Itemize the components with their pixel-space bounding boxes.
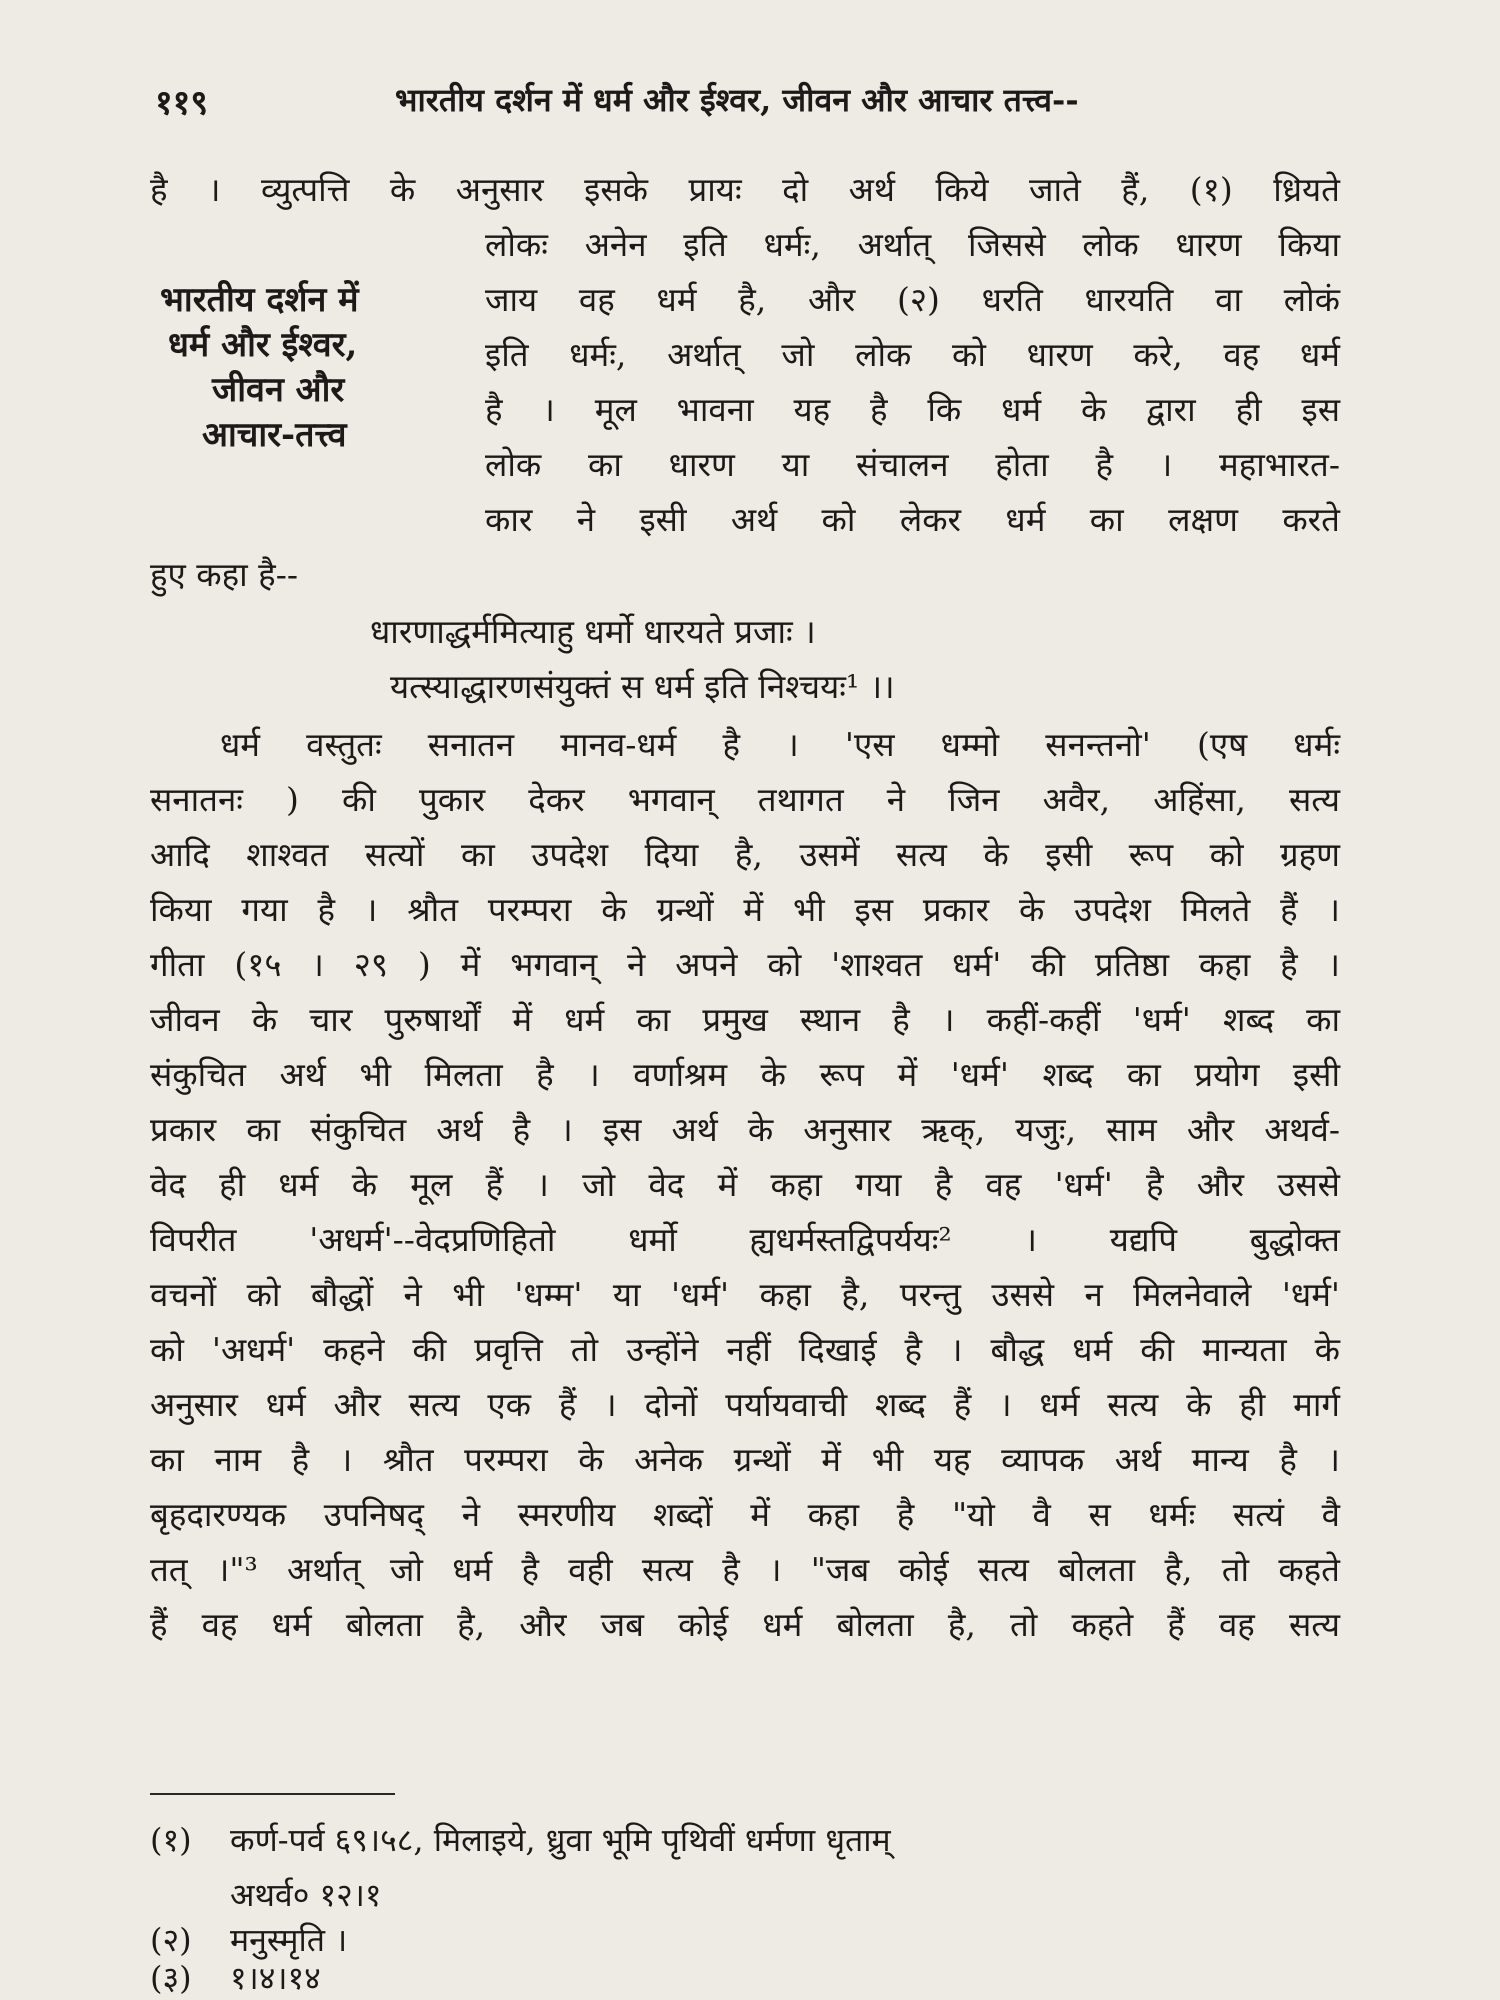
margin-note-line: भारतीय दर्शन में (160, 280, 359, 320)
text-line: हैं वह धर्म बोलता है, और जब कोई धर्म बोलता है, तो कहते हैं वह सत्य (150, 1605, 1340, 1644)
footnote-text: मनुस्मृति । (230, 1921, 348, 1959)
margin-note-line: आचार-तत्त्व (202, 415, 347, 455)
text-line: किया गया है । श्रौत परम्परा के ग्रन्थों में भी इस प्रकार के उपदेश मिलते हैं । (150, 890, 1340, 929)
text-line: आदि शाश्वत सत्यों का उपदेश दिया है, उसमें सत्य के इसी रूप को ग्रहण (150, 835, 1340, 874)
text-line: का नाम है । श्रौत परम्परा के अनेक ग्रन्थों में भी यह व्यापक अर्थ मान्य है । (150, 1440, 1340, 1479)
text-line: कार ने इसी अर्थ को लेकर धर्म का लक्षण करते (485, 500, 1340, 539)
footnote-number: (३) (150, 1959, 192, 1997)
page-header (155, 78, 1365, 138)
running-title: भारतीय दर्शन में धर्म और ईश्वर, जीवन और आचार तत्त्व-- (395, 81, 1079, 119)
page-number: ११९ (155, 83, 209, 123)
footnote-1 (150, 1818, 891, 1862)
footnote-number: (१) (150, 1821, 192, 1859)
text-line: बृहदारण्यक उपनिषद् ने स्मरणीय शब्दों में कहा है "यो वै स धर्मः सत्यं वै (150, 1495, 1340, 1534)
text-line: लोकः अनेन इति धर्मः, अर्थात् जिससे लोक धारण किया (485, 225, 1340, 264)
text-line: अनुसार धर्म और सत्य एक हैं । दोनों पर्यायवाची शब्द हैं । धर्म सत्य के ही मार्ग (150, 1385, 1340, 1424)
text-line: जीवन के चार पुरुषार्थों में धर्म का प्रमुख स्थान है । कहीं-कहीं 'धर्म' शब्द का (150, 1000, 1340, 1039)
text-line: वेद ही धर्म के मूल हैं । जो वेद में कहा गया है वह 'धर्म' है और उससे (150, 1165, 1340, 1204)
text-line: विपरीत 'अधर्म'--वेदप्रणिहितो धर्मो ह्यधर्मस्तद्विपर्ययः² । यद्यपि बुद्धोक्त (150, 1220, 1340, 1259)
footnote-text: कर्ण-पर्व ६९।५८, मिलाइये, ध्रुवा भूमि पृथिवीं धर्मणा धृताम् (230, 1821, 891, 1859)
text-line: धर्म वस्तुतः सनातन मानव-धर्म है । 'एस धम्मो सनन्तनो' (एष धर्मः (220, 725, 1340, 764)
margin-note-line: जीवन और (212, 370, 345, 410)
verse-line: यत्स्याद्धारणसंयुक्तं स धर्म इति निश्चयः¹ ।। (390, 667, 895, 706)
text-line: तत् ।"³ अर्थात् जो धर्म है वही सत्य है । "जब कोई सत्य बोलता है, तो कहते (150, 1550, 1340, 1589)
text-line: वचनों को बौद्धों ने भी 'धम्म' या 'धर्म' कहा है, परन्तु उससे न मिलनेवाले 'धर्म' (150, 1275, 1340, 1314)
text-line: को 'अधर्म' कहने की प्रवृत्ति तो उन्होंने नहीं दिखाई है । बौद्ध धर्म की मान्यता के (150, 1330, 1340, 1369)
footnote-number: (२) (150, 1921, 192, 1959)
footnote-3 (150, 1956, 321, 2000)
text-line: गीता (१५ । २९ ) में भगवान् ने अपने को 'शाश्वत धर्म' की प्रतिष्ठा कहा है । (150, 945, 1340, 984)
text-line: प्रकार का संकुचित अर्थ है । इस अर्थ के अनुसार ऋक्, यजुः, साम और अथर्व- (150, 1110, 1340, 1149)
footnote-rule (150, 1793, 395, 1795)
footnote-text: १।४।१४ (230, 1959, 321, 1997)
text-line: संकुचित अर्थ भी मिलता है । वर्णाश्रम के रूप में 'धर्म' शब्द का प्रयोग इसी (150, 1055, 1340, 1094)
margin-note-line: धर्म और ईश्वर, (168, 325, 358, 365)
text-line: है । व्युत्पत्ति के अनुसार इसके प्रायः दो अर्थ किये जाते हैं, (१) ध्रियते (150, 170, 1340, 209)
text-line: है । मूल भावना यह है कि धर्म के द्वारा ही इस (485, 390, 1340, 429)
text-line: जाय वह धर्म है, और (२) धरति धारयति वा लोकं (485, 280, 1340, 319)
text-line: सनातनः ) की पुकार देकर भगवान् तथागत ने जिन अवैर, अहिंसा, सत्य (150, 780, 1340, 819)
verse-line: धारणाद्धर्ममित्याहु धर्मो धारयते प्रजाः । (370, 612, 816, 651)
text-line: इति धर्मः, अर्थात् जो लोक को धारण करे, वह धर्म (485, 335, 1340, 374)
footnote-1-continuation: अथर्व० १२।१ (230, 1876, 382, 1914)
text-line: लोक का धारण या संचालन होता है । महाभारत- (485, 445, 1340, 484)
text-line: हुए कहा है-- (150, 555, 298, 594)
margin-note (150, 278, 480, 458)
